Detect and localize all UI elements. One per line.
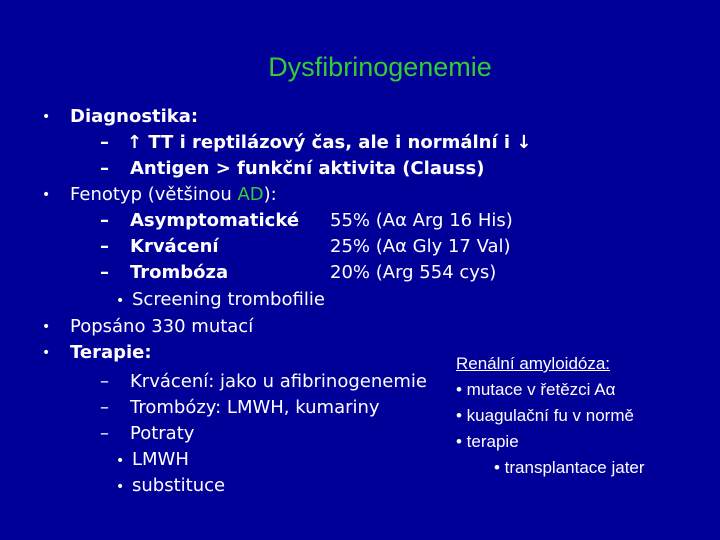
- dash: –: [100, 423, 109, 444]
- item-antigen: Antigen > funkční aktivita (Clauss): [130, 158, 485, 179]
- bullet: •: [116, 479, 125, 495]
- fenotyp-ad: AD: [237, 184, 264, 205]
- item-popsano: Popsáno 330 mutací: [70, 316, 254, 337]
- dash: –: [100, 262, 109, 283]
- bullet: •: [116, 453, 125, 469]
- renal-line-4: • transplantace jater: [494, 458, 645, 477]
- item-screening: Screening trombofilie: [132, 289, 325, 310]
- value-asymptomaticke: 55% (Aα Arg 16 His): [330, 210, 513, 231]
- bullet: •: [42, 187, 51, 203]
- value-tromboza: 20% (Arg 554 cys): [330, 262, 497, 283]
- dash: –: [100, 210, 109, 231]
- fenotyp-text: Fenotyp (většinou: [70, 184, 238, 205]
- slide-title: Dysfibrinogenemie: [268, 52, 492, 82]
- item-ter-trombozy: Trombózy: LMWH, kumariny: [130, 397, 380, 418]
- bullet: •: [42, 345, 51, 361]
- item-fenotyp: [70, 182, 277, 208]
- item-ter-krvaceni: Krvácení: jako u afibrinogenemie: [130, 371, 427, 392]
- item-krvaceni: Krvácení: [130, 236, 219, 257]
- item-tt: [127, 130, 531, 156]
- renal-note: [456, 351, 645, 481]
- item-ter-potraty: Potraty: [130, 423, 195, 444]
- bullet: •: [42, 109, 51, 125]
- item-lmwh: LMWH: [132, 449, 189, 470]
- arrow-up-icon: ↑: [127, 132, 143, 153]
- item-substituce: substituce: [132, 475, 226, 496]
- dash: –: [100, 371, 109, 392]
- bullet: •: [116, 293, 125, 309]
- item-terapie: Terapie:: [70, 342, 152, 363]
- renal-line-1: • mutace v řetězci Aα: [456, 380, 616, 399]
- dash: –: [100, 397, 109, 418]
- arrow-down-icon: ↓: [516, 132, 532, 153]
- bullet: •: [42, 319, 51, 335]
- renal-heading: Renální amyloidóza:: [456, 354, 611, 373]
- fenotyp-close: ):: [263, 184, 277, 205]
- value-krvaceni: 25% (Aα Gly 17 Val): [330, 236, 511, 257]
- renal-line-2: • kuagulační fu v normě: [456, 406, 634, 425]
- item-tt-text: TT i reptilázový čas, ale i normální i: [142, 132, 517, 153]
- item-asymptomaticke: Asymptomatické: [130, 210, 300, 231]
- dash: –: [100, 236, 109, 257]
- dash: –: [100, 158, 109, 179]
- dash: –: [100, 132, 109, 153]
- renal-line-3: • terapie: [456, 432, 519, 451]
- item-diagnostika: Diagnostika:: [70, 106, 199, 127]
- item-tromboza: Trombóza: [130, 262, 229, 283]
